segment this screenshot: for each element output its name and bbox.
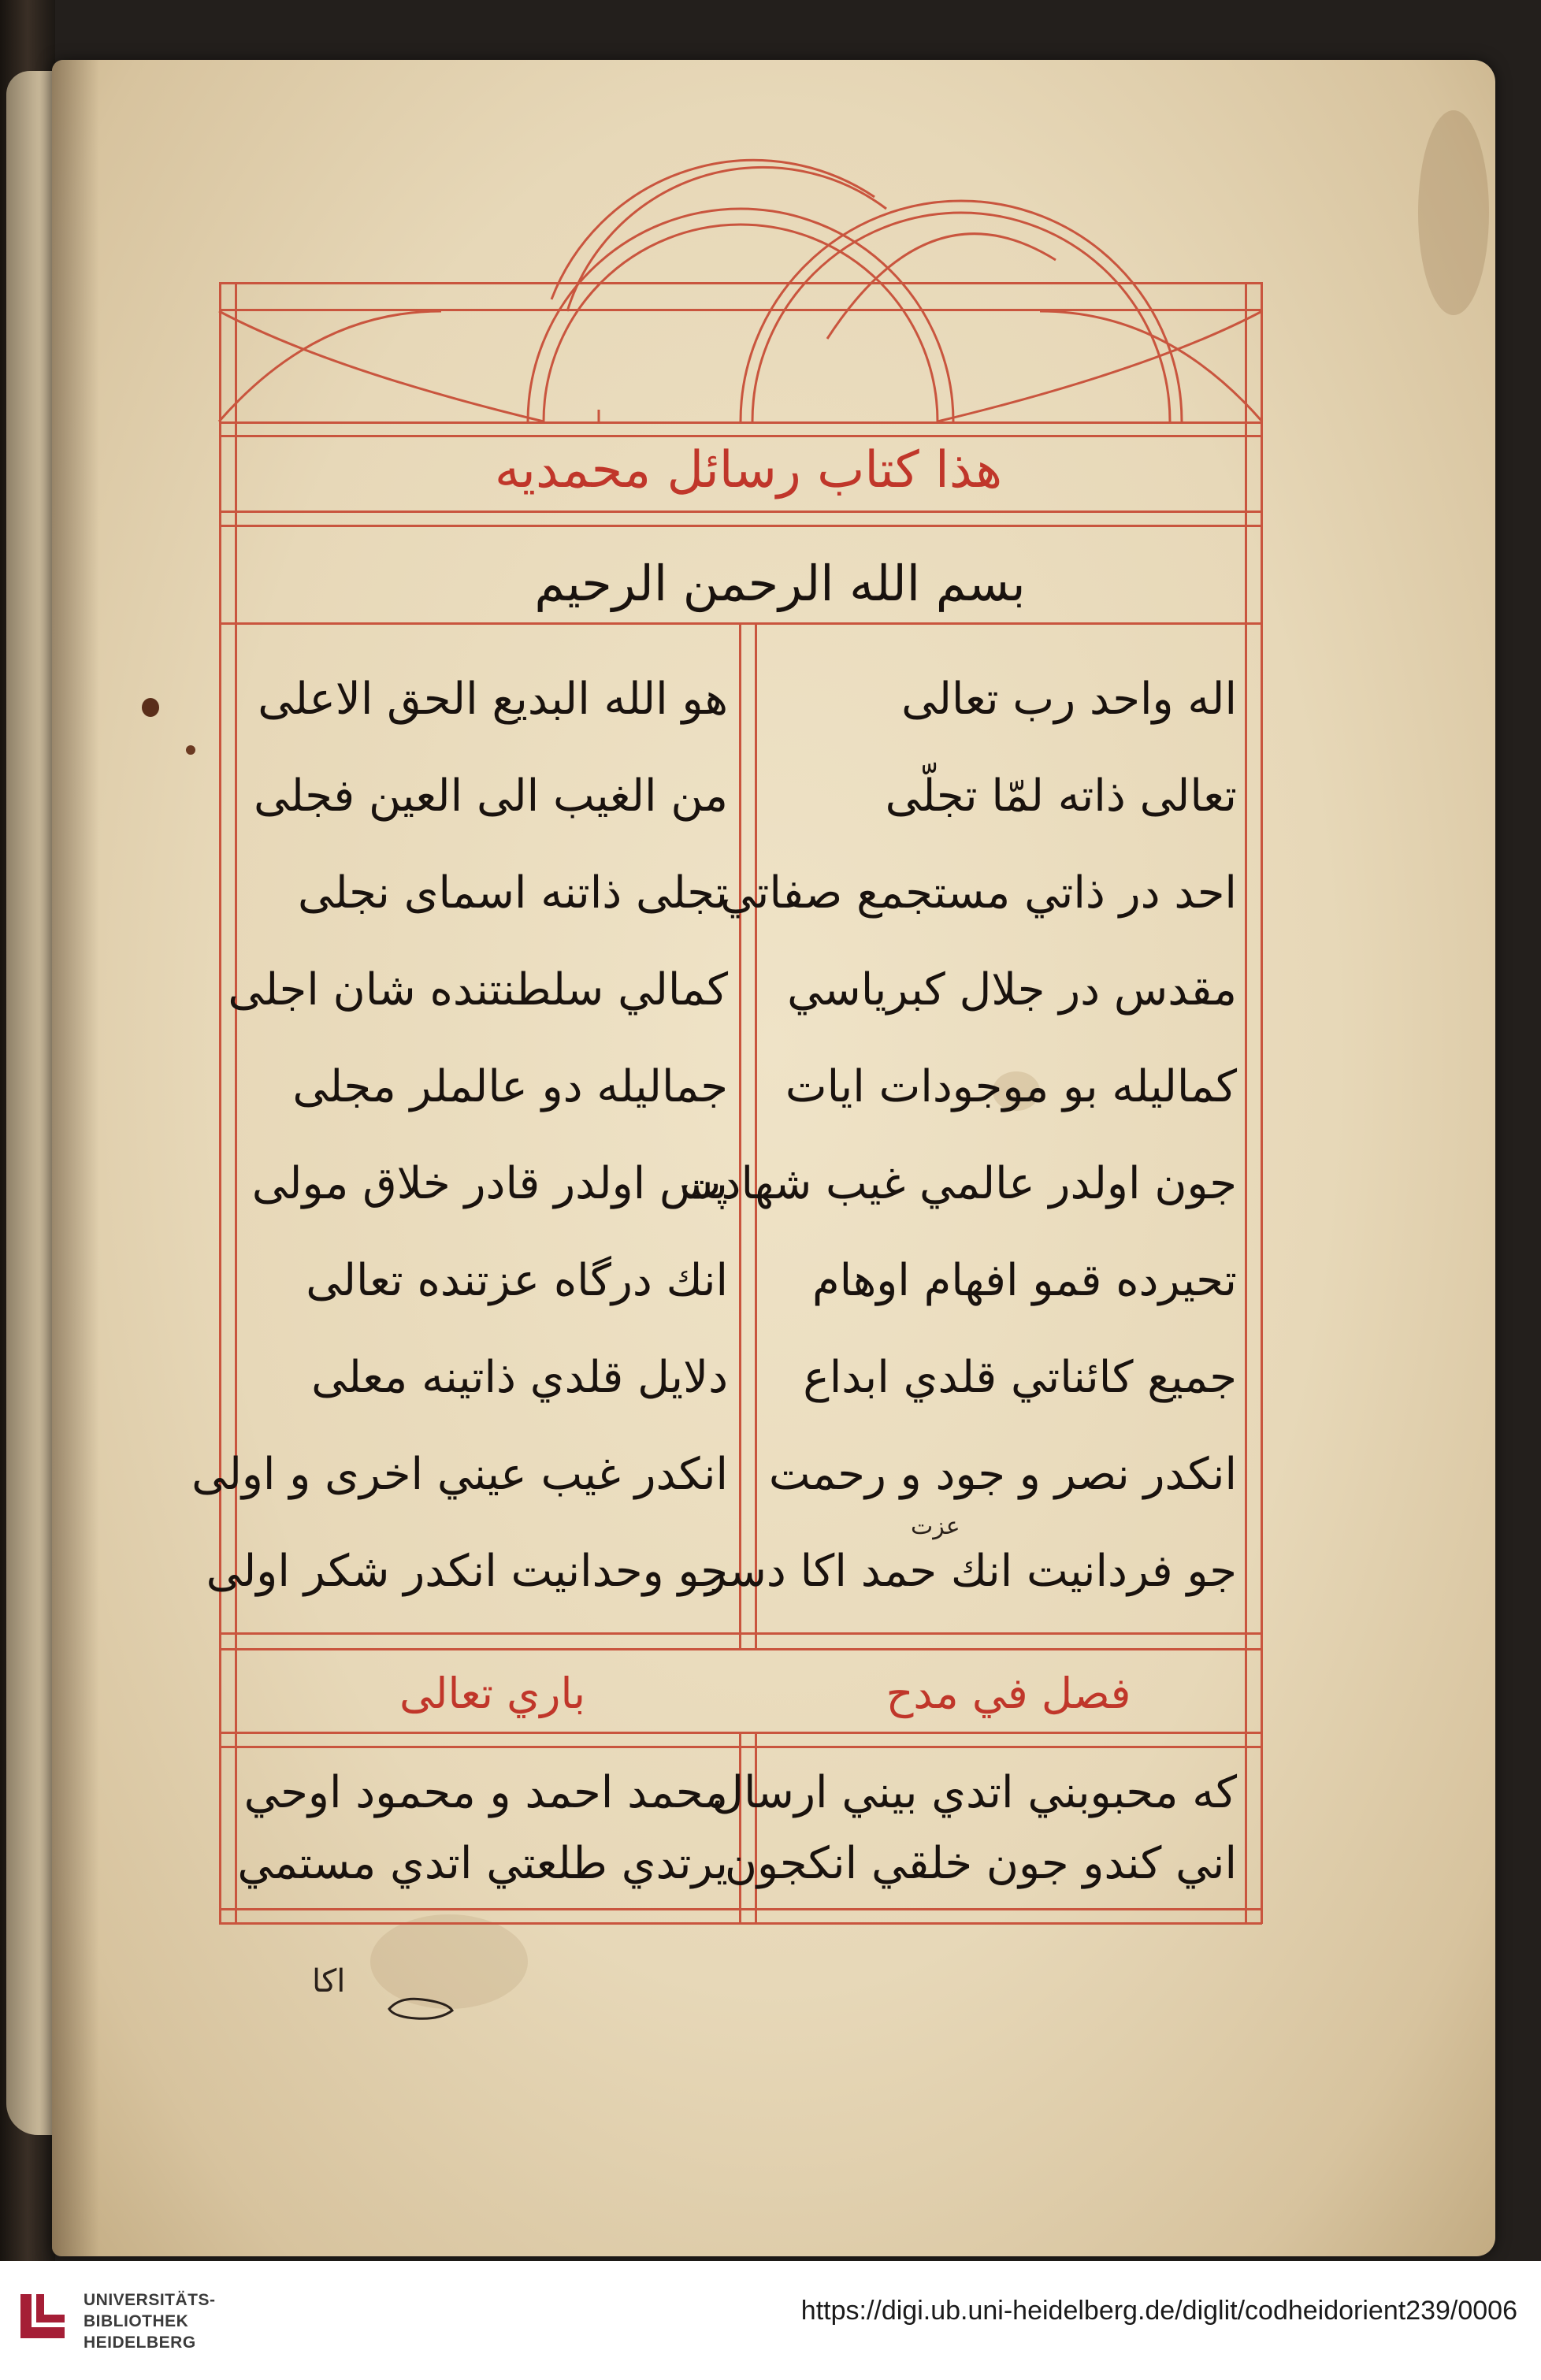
section-heading-left: باري تعالى [399,1669,585,1718]
library-name-line: UNIVERSITÄTS- [84,2291,216,2309]
ink-spot [1418,110,1489,315]
frame-rule [219,525,1262,527]
frame-rule [219,511,1262,513]
verse-line: تجلى ذاتنه اسماى نجلى [297,867,728,919]
verse-line: انك درگاه عزتنده تعالى [306,1255,728,1306]
verse-line: جون اولدر عالمي غيب شهادت [679,1158,1237,1209]
verse-line: تعالى ذاته لمّا تجلّى [885,770,1237,822]
frame-rule [1245,282,1247,1924]
verse-line: تحيرده قمو افهام اوهام [811,1255,1237,1306]
marginal-doodle [384,1993,463,2025]
verse-line: كمالي سلطنتنده شان اجلى [228,964,728,1015]
verse-line: مقدس در جلال كبرياسي [787,964,1237,1015]
frame-rule [219,435,1262,437]
section-heading-right: فصل في مدح [886,1669,1131,1718]
library-name[interactable] [84,2289,216,2353]
frame-rule [755,622,757,1650]
frame-rule [219,282,1262,284]
library-name-line: HEIDELBERG [84,2334,196,2352]
frame-rule [219,421,1262,424]
catchword: اكا [312,1963,346,1999]
frame-rule [1261,282,1263,1924]
viewer-footer [0,2261,1541,2380]
verse-line: اني كندو جون خلقي انكجون [724,1838,1237,1889]
frame-rule [739,622,741,1650]
verse-line: يرتدي طلعتي اتدي مستمي [237,1838,728,1889]
verse-line: كه محبوبني اتدي بيني ارسال [711,1767,1237,1818]
verse-line: جو فردانيت انك حمد اكا دسر [705,1546,1237,1597]
verse-line: محمد احمد و محمود اوحي [243,1767,728,1818]
verse-line: انكدر غيب عيني اخرى و اولى [191,1449,728,1500]
frame-rule [219,309,1262,311]
lower-right-column [711,1751,1237,1908]
verse-line: احد در ذاتي مستجمع صفاتي [720,867,1237,919]
frame-rule [219,282,221,1924]
basmala: بسم الله الرحمن الرحيم [534,555,1026,612]
lower-left-column [237,1751,728,1908]
verse-line: پس اولدر قادر خلاق مولى [251,1158,728,1209]
verse-line: من الغيب الى العين فجلى [254,770,728,822]
right-verse-column [679,646,1237,1623]
verse-line: جو وحدانيت انكدر شكر اولى [206,1546,728,1597]
verse-line: اله واحد رب تعالى [901,674,1237,725]
frame-rule [755,1732,757,1924]
frame-rule [739,1732,741,1924]
manuscript-title: هذا كتاب رسائل محمديه [494,441,1003,499]
library-name-line: BIBLIOTHEK [84,2312,189,2330]
verse-line: جميع كائناتي قلدي ابداع [803,1352,1237,1403]
ink-spot [142,698,159,717]
frame-rule [235,282,237,1924]
left-verse-column [191,646,728,1623]
verse-line: دلايل قلدي ذاتينه معلى [311,1352,728,1403]
university-library-logo-icon[interactable] [17,2291,68,2341]
ink-spot [186,745,195,755]
gutter-shadow [52,60,99,2256]
verse-line: كماليله بو موجودات ايات [785,1061,1237,1112]
interlinear-note: عزت [911,1513,960,1540]
permalink-url[interactable]: https://digi.ub.uni-heidelberg.de/diglit/codheidorient239/0006 [800,2296,1517,2326]
verse-line: هو الله البديع الحق الاعلى [258,674,728,725]
verse-line: جماليله دو عالملر مجلى [292,1061,728,1112]
verse-line: انكدر نصر و جود و رحمت [768,1449,1237,1500]
